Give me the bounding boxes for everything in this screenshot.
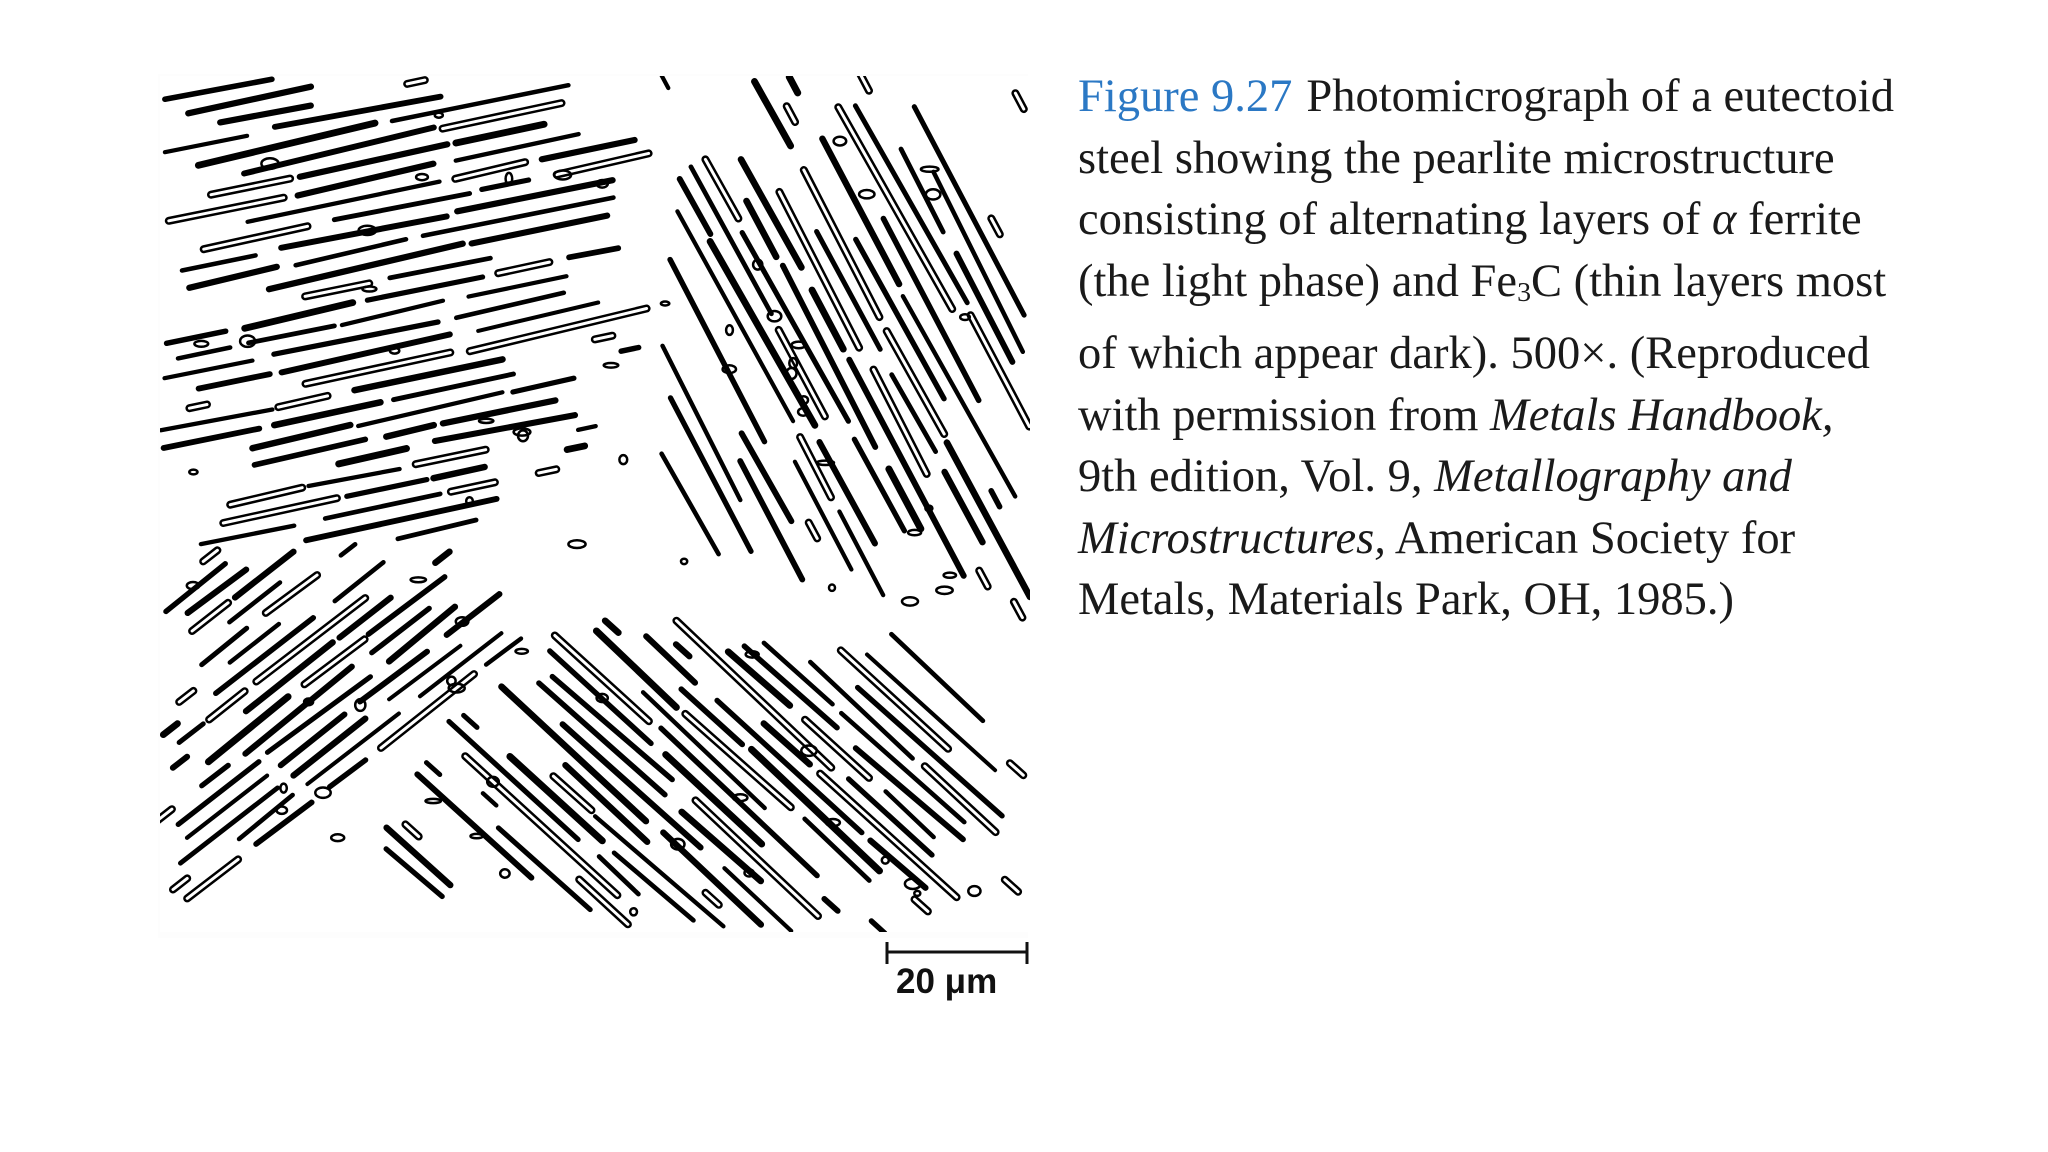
pearlite-lamellae — [160, 76, 1030, 932]
caption-line-3 — [1078, 189, 2018, 251]
caption-line-9: Metals, Materials Park, OH, 1985.) — [1078, 574, 1735, 626]
caption-line-1 — [1078, 66, 2018, 128]
caption-text: consisting of alternating layers of — [1078, 194, 1713, 245]
caption-text: with permission from — [1078, 389, 1491, 441]
caption-text: Photomicrograph of a eutectoid — [1306, 71, 1894, 122]
caption-italic: Microstructures, — [1078, 512, 1386, 564]
subscript: 3 — [1517, 276, 1532, 308]
figure-caption — [1078, 66, 2018, 631]
figure-number: Figure 9.27 — [1078, 71, 1293, 122]
pearlite-micrograph — [160, 76, 1030, 932]
caption-text: C (thin layers most — [1531, 255, 1887, 307]
caption-text: (the light phase) and Fe — [1078, 255, 1518, 307]
caption-line-2: steel showing the pearlite microstructure — [1078, 132, 1835, 184]
alpha-symbol: α — [1712, 194, 1737, 245]
caption-line-7 — [1078, 446, 2018, 508]
caption-text: American Society for — [1385, 512, 1796, 564]
caption-italic: Metallography and — [1434, 451, 1792, 503]
caption-text: 9th edition, Vol. 9, — [1078, 451, 1435, 503]
caption-line-4 — [1078, 251, 2018, 324]
scale-bar-label: 20 μm — [896, 962, 998, 1001]
caption-line-5: of which appear dark). 500×. (Reproduced — [1078, 328, 1870, 380]
caption-line-6 — [1078, 385, 2018, 447]
caption-line-8 — [1078, 508, 2018, 570]
caption-italic: Metals Handbook, — [1490, 389, 1834, 441]
caption-text: ferrite — [1736, 194, 1862, 245]
